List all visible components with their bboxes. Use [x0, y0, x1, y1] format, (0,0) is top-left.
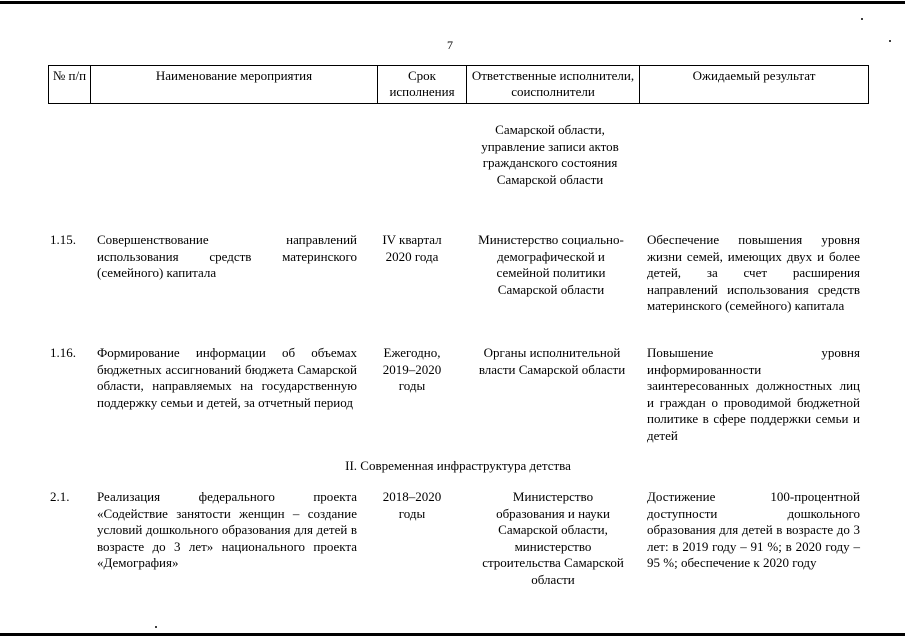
header-name: Наименование мероприятия [91, 66, 378, 104]
row-result: Обеспечение повышения уровня жизни семей, имеющих двух и более детей, за счет расширения направлений использования средств материнского (семейного) капитала [647, 232, 860, 313]
row-number: 2.1. [50, 489, 70, 504]
header-term: Срок исполнения [378, 66, 467, 104]
row-responsible: Министерство социально-демографической и семейной политики Самарской области [478, 232, 624, 297]
row-number: 1.15. [50, 232, 76, 247]
row-name: Формирование информации об объемах бюджетных ассигнований бюджета Самарской области, направляемых на государственную поддержку семьи и детей, за отчетный период [97, 345, 357, 410]
header-row [49, 66, 869, 104]
scan-border-top [0, 1, 905, 4]
header-number: № п/п [49, 66, 91, 104]
header-responsible: Ответственные исполнители, соисполнители [467, 66, 640, 104]
row-name: Реализация федерального проекта «Содействие занятости женщин – создание условий дошкольного образования для детей в возрасте до 3 лет» национального проекта «Демография» [97, 489, 357, 570]
scan-speck [861, 18, 863, 20]
scan-speck [155, 626, 157, 628]
page-number: 7 [447, 38, 453, 52]
row-term: 2018–2020 годы [382, 489, 442, 521]
section-title: II. Современная инфраструктура детства [345, 458, 571, 473]
row-term: IV квартал 2020 года [382, 232, 442, 264]
carry-responsible: Самарской области, управление записи актов гражданского состояния Самарской области [481, 122, 619, 187]
scan-border-bottom [0, 633, 905, 636]
row-responsible: Министерство образования и науки Самарской области, министерство строительства Самарской области [482, 489, 624, 587]
scan-speck [889, 40, 891, 42]
row-term: Ежегодно, 2019–2020 годы [382, 345, 442, 393]
header-result: Ожидаемый результат [640, 66, 869, 104]
row-result: Повышение уровня информированности заинтересованных должностных лиц и граждан о проводимой бюджетной политике в сфере поддержки семьи и детей [647, 345, 860, 443]
row-number: 1.16. [50, 345, 76, 360]
row-name: Совершенствование направлений использования средств материнского (семейного) капитала [97, 232, 357, 280]
row-responsible: Органы исполнительной власти Самарской области [478, 345, 626, 377]
table-header [48, 65, 869, 104]
row-result: Достижение 100-процентной доступности дошкольного образования для детей в возрасте до 3 лет: в 2019 году – 91 %; в 2020 году – 95 %; обеспечение к 2020 году [647, 489, 860, 570]
